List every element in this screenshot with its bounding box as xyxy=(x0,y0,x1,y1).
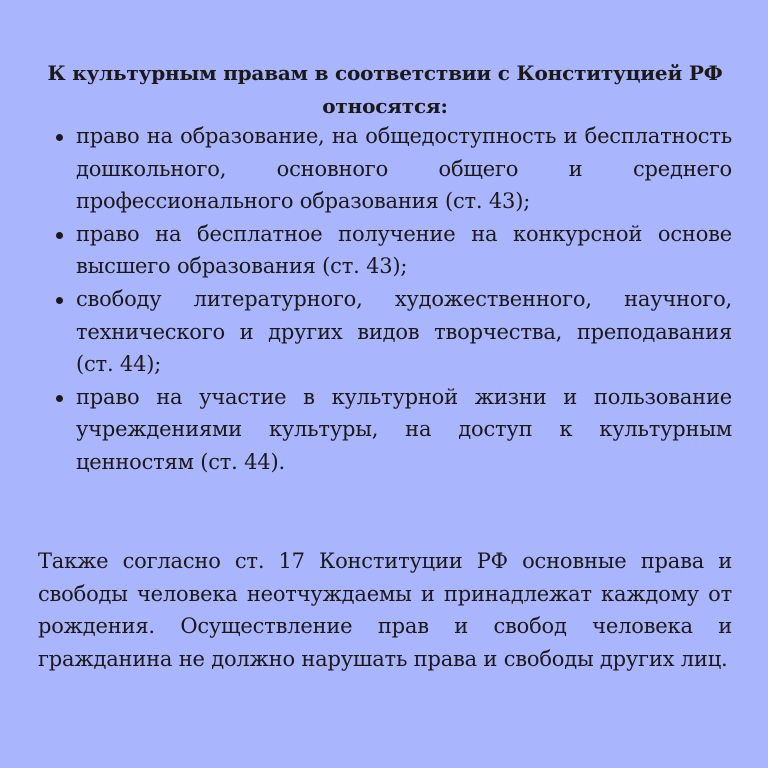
list-item-text: право на участие в культурной жизни и пользование учреждениями культуры, на доступ к культурным ценностям (ст. 44). xyxy=(76,384,732,474)
list-item xyxy=(38,120,732,218)
article-17-note: Также согласно ст. 17 Конституции РФ основные права и свободы человека неотчуждаемы и принадлежат каждому от рождения. Осуществление прав и свобод человека и гражданина не должно нарушать права и свободы других лиц. xyxy=(38,549,732,671)
bullet-icon xyxy=(56,395,63,402)
bullet-icon xyxy=(56,134,63,141)
bullet-icon xyxy=(56,297,63,304)
cultural-rights-list xyxy=(38,120,732,479)
page-title: К культурным правам в соответствии с Конституцией РФ относятся: xyxy=(47,61,723,118)
list-item xyxy=(38,283,732,381)
list-item xyxy=(38,218,732,283)
bullet-icon xyxy=(56,232,63,239)
list-item-text: право на бесплатное получение на конкурсной основе высшего образования (ст. 43); xyxy=(76,221,732,279)
list-item-text: право на образование, на общедоступность и бесплатность дошкольного, основного общего и среднего профессионального образования (ст. 43); xyxy=(76,124,732,214)
list-item xyxy=(38,381,732,479)
list-item-text: свободу литературного, художественного, научного, технического и других видов творчества, преподавания (ст. 44); xyxy=(76,286,732,377)
